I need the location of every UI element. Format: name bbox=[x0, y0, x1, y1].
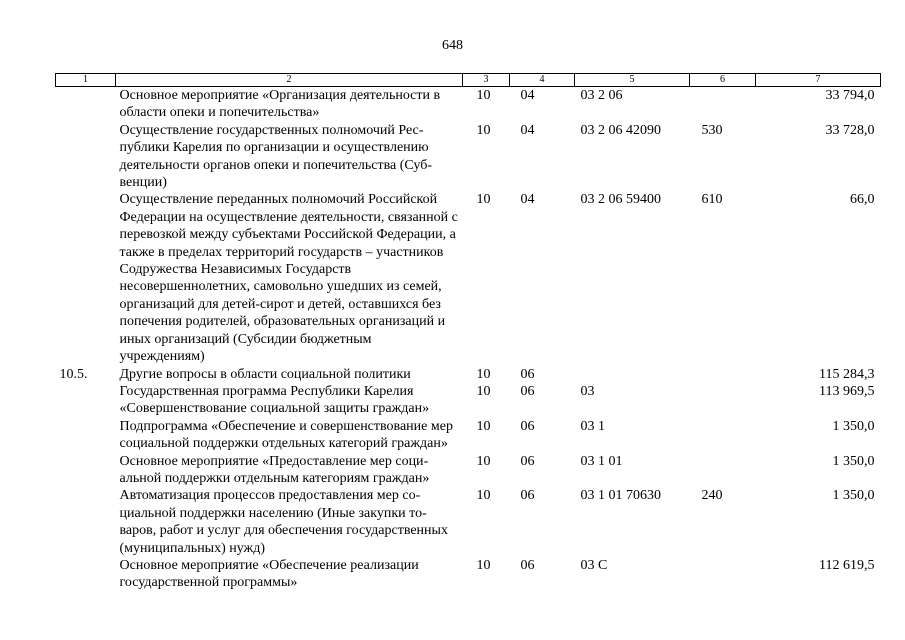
row-number bbox=[56, 557, 116, 592]
row-section: 10 bbox=[476, 383, 491, 399]
table-row bbox=[56, 191, 881, 365]
row-amount: 33 794,0 bbox=[825, 88, 875, 103]
row-subsection: 04 bbox=[520, 88, 535, 103]
row-section: 10 bbox=[476, 418, 491, 434]
page-number: 648 bbox=[442, 38, 463, 53]
row-expense-type bbox=[690, 418, 756, 453]
row-section: 10 bbox=[476, 453, 491, 469]
row-amount: 66,0 bbox=[850, 192, 875, 208]
row-section: 10 bbox=[476, 122, 491, 138]
row-name: Другие вопросы в области социальной политики bbox=[119, 366, 411, 382]
row-expense-type: 530 bbox=[701, 122, 723, 138]
table-header bbox=[56, 74, 881, 87]
table-row bbox=[56, 453, 881, 488]
column-header-5: 5 bbox=[575, 74, 690, 87]
row-amount: 1 350,0 bbox=[832, 453, 875, 469]
table-row bbox=[56, 418, 881, 453]
table-row bbox=[56, 366, 881, 383]
row-target-code: 03 2 06 42090 bbox=[580, 122, 661, 138]
row-expense-type bbox=[690, 87, 756, 122]
row-target-code: 03 2 06 bbox=[580, 88, 623, 103]
row-subsection: 06 bbox=[520, 488, 535, 504]
row-subsection: 06 bbox=[520, 366, 535, 382]
row-subsection: 06 bbox=[520, 453, 535, 469]
row-subsection: 04 bbox=[520, 192, 535, 208]
row-subsection: 04 bbox=[520, 122, 535, 138]
row-number bbox=[56, 87, 116, 122]
row-expense-type bbox=[690, 383, 756, 418]
row-section: 10 bbox=[476, 488, 491, 504]
row-section: 10 bbox=[476, 88, 491, 103]
row-target-code: 03 1 01 70630 bbox=[580, 488, 661, 504]
table-row bbox=[56, 557, 881, 592]
row-expense-type bbox=[690, 366, 756, 383]
row-expense-type bbox=[690, 453, 756, 488]
row-amount: 113 969,5 bbox=[819, 383, 875, 399]
row-name: Основное мероприятие «Предоставление мер социальной поддержки отдельным категориям граждан» bbox=[119, 453, 430, 486]
row-name: Подпрограмма «Обеспечение и совершенствование мер социальной поддержки отдельных категорий граждан» bbox=[119, 418, 453, 452]
row-target-code: 03 1 01 bbox=[580, 453, 623, 469]
row-number bbox=[56, 191, 116, 365]
row-expense-type: 610 bbox=[701, 192, 723, 208]
budget-table bbox=[55, 73, 881, 592]
row-target-code bbox=[575, 366, 690, 383]
row-expense-type bbox=[690, 557, 756, 592]
row-expense-type: 240 bbox=[701, 488, 723, 504]
row-amount: 115 284,3 bbox=[819, 366, 875, 382]
table-row bbox=[56, 487, 881, 557]
row-section: 10 bbox=[476, 366, 491, 382]
row-number bbox=[56, 453, 116, 488]
column-header-3: 3 bbox=[463, 74, 510, 87]
row-name: Осуществление государственных полномочий Республики Карелия по организации и осуществлению деятельности органов опеки и попечительства (Субвенции) bbox=[119, 122, 433, 191]
column-header-4: 4 bbox=[510, 74, 575, 87]
row-amount: 1 350,0 bbox=[832, 488, 875, 504]
row-subsection: 06 bbox=[520, 418, 535, 434]
column-header-7: 7 bbox=[756, 74, 881, 87]
row-number bbox=[56, 418, 116, 453]
column-header-2: 2 bbox=[116, 74, 463, 87]
row-target-code: 03 2 06 59400 bbox=[580, 192, 661, 208]
row-amount: 112 619,5 bbox=[819, 557, 875, 573]
row-name: Основное мероприятие «Организация деятельности в области опеки и попечительства» bbox=[119, 88, 441, 121]
table-row bbox=[56, 87, 881, 122]
row-name: Основное мероприятие «Обеспечение реализации государственной программы» bbox=[119, 557, 419, 591]
row-section: 10 bbox=[476, 557, 491, 573]
row-name: Автоматизация процессов предоставления мер социальной поддержки населению (Иные закупки товаров, работ и услуг для обеспечения государственных (муниципальных) нужд) bbox=[119, 488, 448, 556]
column-number-row bbox=[56, 74, 881, 87]
row-target-code: 03 1 bbox=[580, 418, 605, 434]
row-section: 10 bbox=[476, 192, 491, 208]
row-number bbox=[56, 383, 116, 418]
row-amount: 33 728,0 bbox=[825, 122, 875, 138]
row-number bbox=[56, 122, 116, 192]
row-number bbox=[56, 487, 116, 557]
table-body bbox=[56, 87, 881, 592]
row-name: Государственная программа Республики Карелия «Совершенствование социальной защиты граждан» bbox=[119, 383, 430, 417]
column-header-6: 6 bbox=[690, 74, 756, 87]
row-subsection: 06 bbox=[520, 557, 535, 573]
row-target-code: 03 С bbox=[580, 557, 608, 573]
table-row bbox=[56, 122, 881, 192]
row-subsection: 06 bbox=[520, 383, 535, 399]
row-name: Осуществление переданных полномочий Российской Федерации на осуществление деятельности, связанной с перевозкой между субъектами Российской Федерации, а также в пределах территорий государств – участников Содружества Независимых Государств несовершеннолетних, самовольно ушедших из семей, организаций для детей-сирот и детей, оставшихся без попечения родителей, образовательных организаций и иных организаций (Субсидии бюджетным учреждениям) bbox=[119, 192, 458, 365]
table-row bbox=[56, 383, 881, 418]
column-header-1: 1 bbox=[56, 74, 116, 87]
row-number: 10.5. bbox=[59, 366, 88, 382]
row-amount: 1 350,0 bbox=[832, 418, 875, 434]
row-target-code: 03 bbox=[580, 383, 595, 399]
